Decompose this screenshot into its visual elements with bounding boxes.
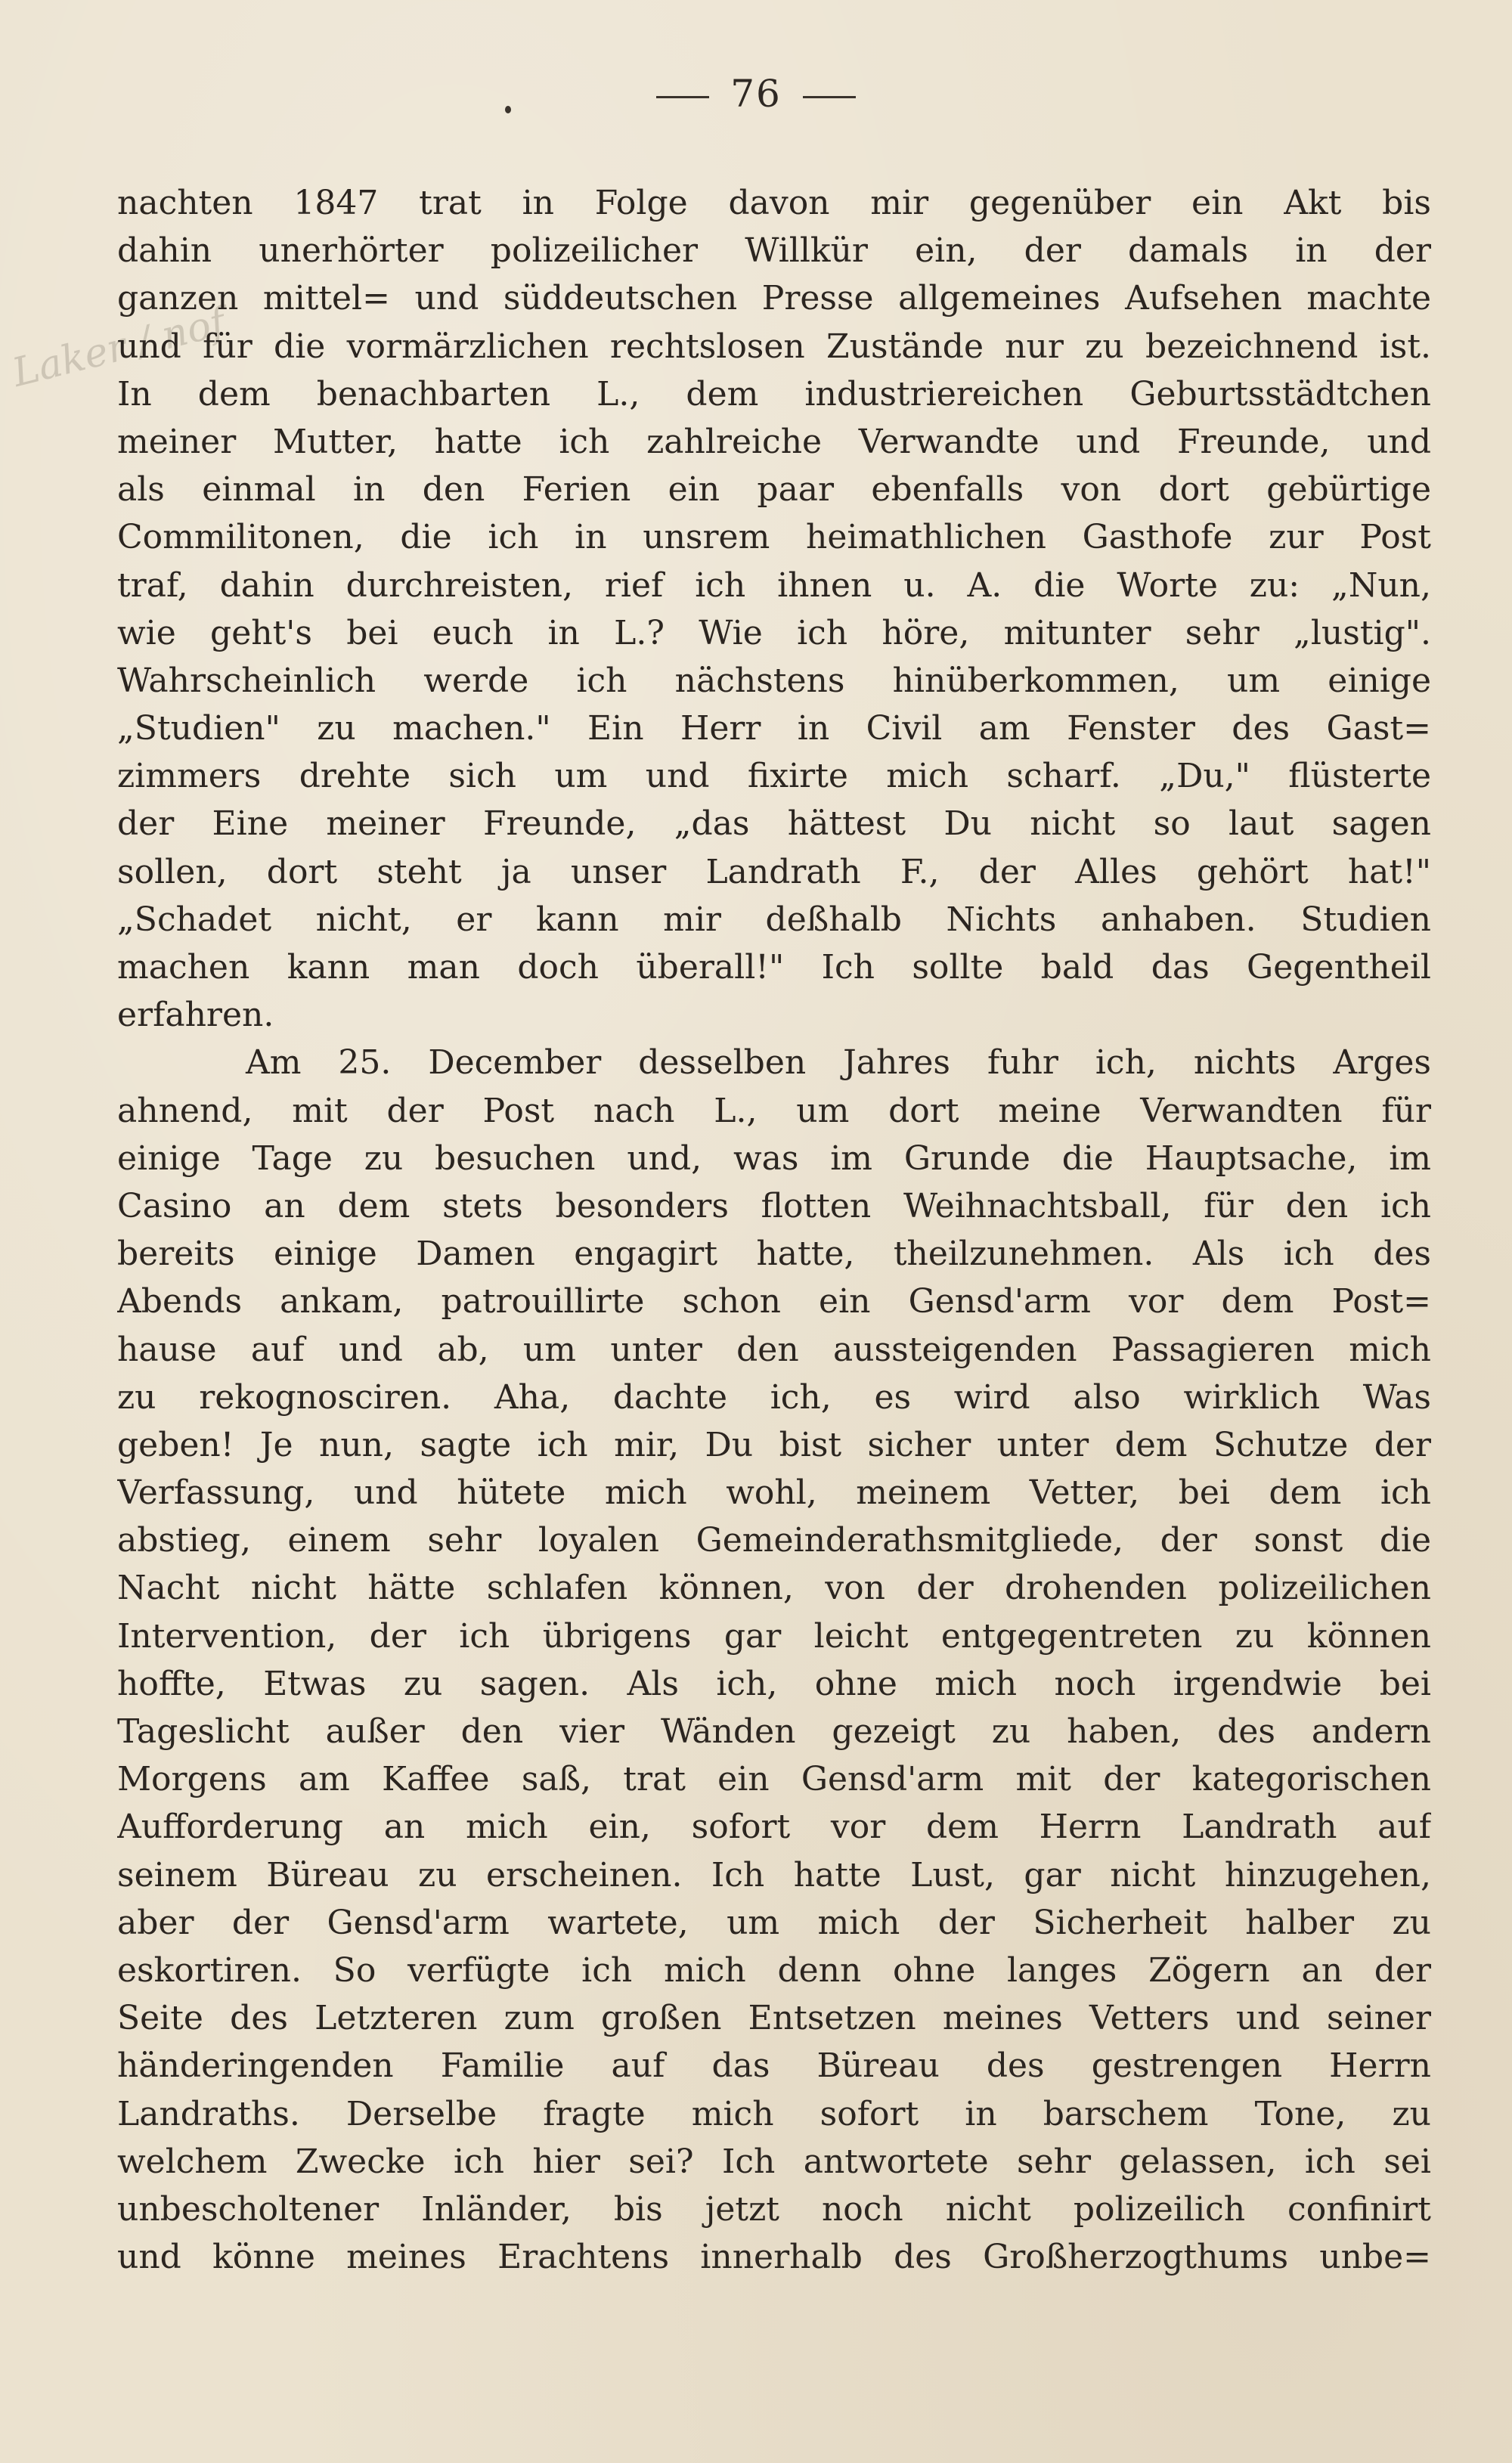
page-number: [0, 72, 1512, 116]
text-line: abstieg, einem sehr loyalen Gemeinderathsmitgliede, der sonst die: [117, 1521, 1431, 1560]
text-line: nachten 1847 trat in Folge davon mir gegenüber ein Akt bis: [117, 184, 1431, 222]
faded-margin-annotation: Laker / nof: [8, 299, 230, 396]
text-line: zimmers drehte sich um und fixirte mich scharf. „Du," flüsterte: [117, 757, 1431, 796]
text-line: machen kann man doch überall!" Ich sollte bald das Gegentheil: [117, 948, 1431, 987]
text-line-paragraph-start: Am 25. December desselben Jahres fuhr ich, nichts Arges: [246, 1043, 1431, 1083]
text-line: dahin unerhörter polizeilicher Willkür ein, der damals in der: [117, 231, 1431, 271]
text-line: Casino an dem stets besonders flotten Weihnachtsball, für den ich: [117, 1186, 1431, 1225]
text-line: „Schadet nicht, er kann mir deßhalb Nichts anhaben. Studien: [117, 900, 1431, 939]
text-line: Tageslicht außer den vier Wänden gezeigt zu haben, des andern: [117, 1712, 1431, 1751]
text-line: unbescholtener Inländer, bis jetzt noch nicht polizeilich confinirt: [117, 2189, 1431, 2229]
text-line: ganzen mittel= und süddeutschen Presse allgemeines Aufsehen machte: [117, 279, 1431, 318]
text-line: bereits einige Damen engagirt hatte, theilzunehmen. Als ich des: [117, 1235, 1431, 1274]
page-number-value: 76: [730, 72, 782, 116]
text-line: händeringenden Familie auf das Büreau des gestrengen Herrn: [117, 2046, 1431, 2086]
text-line: Aufforderung an mich ein, sofort vor dem Herrn Landrath auf: [117, 1808, 1431, 1847]
body-text: [117, 179, 1431, 2281]
text-line: aber der Gensd'arm wartete, um mich der Sicherheit halber zu: [117, 1903, 1431, 1942]
text-line: Seite des Letzteren zum großen Entsetzen meines Vetters und seiner: [117, 1999, 1431, 2038]
text-line: „Studien" zu machen." Ein Herr in Civil am Fenster des Gast=: [117, 709, 1431, 748]
left-dash: [656, 96, 709, 98]
text-line: Commilitonen, die ich in unsrem heimathlichen Gasthofe zur Post: [117, 518, 1431, 557]
text-line: Landraths. Derselbe fragte mich sofort in barschem Tone, zu: [117, 2094, 1431, 2133]
right-dash: [803, 96, 856, 98]
text-line: In dem benachbarten L., dem industriereichen Geburtsstädtchen: [117, 374, 1431, 414]
text-line: als einmal in den Ferien ein paar ebenfalls von dort gebürtige: [117, 470, 1431, 510]
text-line: eskortiren. So verfügte ich mich denn ohne langes Zögern an der: [117, 1950, 1431, 1990]
text-line: seinem Büreau zu erscheinen. Ich hatte Lust, gar nicht hinzugehen,: [117, 1855, 1431, 1894]
text-line: welchem Zwecke ich hier sei? Ich antwortete sehr gelassen, ich sei: [117, 2142, 1431, 2181]
text-line: einige Tage zu besuchen und, was im Grunde die Hauptsache, im: [117, 1139, 1431, 1178]
text-line: zu rekognosciren. Aha, dachte ich, es wird also wirklich Was: [117, 1377, 1431, 1417]
text-line: ahnend, mit der Post nach L., um dort meine Verwandten für: [117, 1091, 1431, 1130]
ink-speck: [505, 106, 511, 113]
text-line: meiner Mutter, hatte ich zahlreiche Verwandte und Freunde, und: [117, 422, 1431, 461]
text-line: hoffte, Etwas zu sagen. Als ich, ohne mich noch irgendwie bei: [117, 1664, 1431, 1703]
text-line: Abends ankam, patrouillirte schon ein Gensd'arm vor dem Post=: [117, 1282, 1431, 1321]
text-line: hause auf und ab, um unter den aussteigenden Passagieren mich: [117, 1330, 1431, 1369]
text-line: Morgens am Kaffee saß, trat ein Gensd'arm mit der kategorischen: [117, 1760, 1431, 1799]
text-line: und könne meines Erachtens innerhalb des Großherzogthums unbe=: [117, 2238, 1431, 2277]
text-line: traf, dahin durchreisten, rief ich ihnen u. A. die Worte zu: „Nun,: [117, 565, 1431, 605]
text-line: und für die vormärzlichen rechtslosen Zustände nur zu bezeichnend ist.: [117, 327, 1431, 366]
text-line: wie geht's bei euch in L.? Wie ich höre, mitunter sehr „lustig".: [117, 613, 1431, 652]
text-line: sollen, dort steht ja unser Landrath F., der Alles gehört hat!": [117, 852, 1431, 891]
text-line: Verfassung, und hütete mich wohl, meinem Vetter, bei dem ich: [117, 1473, 1431, 1513]
text-line: Nacht nicht hätte schlafen können, von der drohenden polizeilichen: [117, 1569, 1431, 1608]
text-line: der Eine meiner Freunde, „das hättest Du nicht so laut sagen: [117, 804, 1431, 844]
text-line: Intervention, der ich übrigens gar leicht entgegentreten zu können: [117, 1616, 1431, 1656]
text-line: erfahren.: [117, 996, 274, 1035]
text-line: geben! Je nun, sagte ich mir, Du bist sicher unter dem Schutze der: [117, 1425, 1431, 1464]
text-line: Wahrscheinlich werde ich nächstens hinüberkommen, um einige: [117, 661, 1431, 700]
